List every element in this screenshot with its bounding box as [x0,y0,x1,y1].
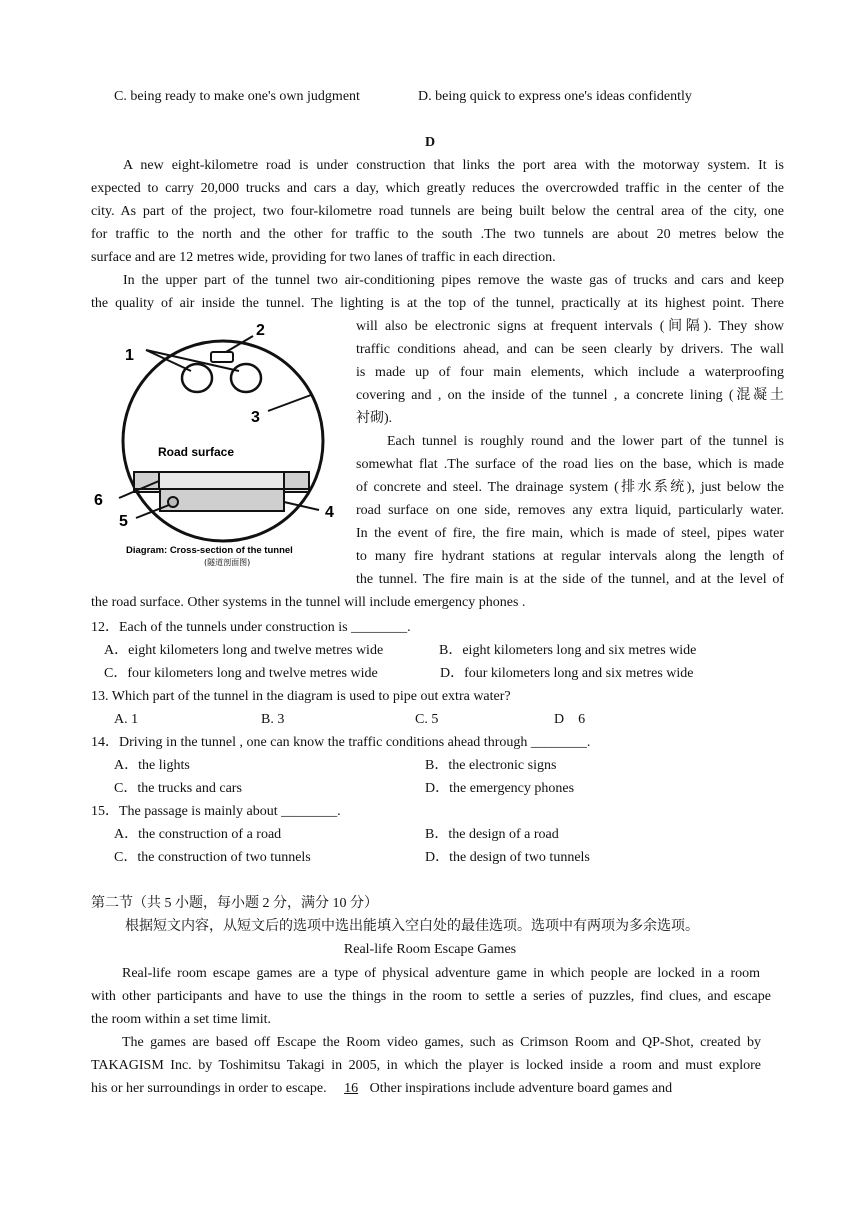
p3-line: the road surface. Other systems in the tunnel will include emergency phones . [91,595,526,610]
q15-stem: 15．The passage is mainly about ________. [91,804,341,819]
q12-option-b: B．eight kilometers long and six metres wide [439,643,697,658]
diagram-caption: Diagram: Cross-section of the tunnel [126,545,293,556]
p3-line: Each tunnel is roughly round and the lower part of the tunnel is [387,434,784,449]
blank-16: 16 [344,1081,359,1096]
q15-option-d: D．the design of two tunnels [425,850,590,865]
p3-line: the tunnel. The fire main is at the side of the tunnel, and at the level of [356,572,784,587]
q12-option-a: A．eight kilometers long and twelve metres wide [104,643,384,658]
passage-text: his or her surroundings in order to escape. [91,1081,327,1096]
passage-text: Other inspirations include adventure board games and [369,1081,673,1096]
p1-line: for traffic to the north and the other for traffic to the south .The two tunnels are about 20 metres below the [91,227,784,242]
section2-header: 第二节（共 5 小题，每小题 2 分，满分 10 分） [91,896,378,911]
passage-p2-last-line [91,1077,672,1100]
q13-option-b: B. 3 [261,712,285,727]
p1-line: A new eight-kilometre road is under construction that links the port area with the motorway system. It is [123,158,784,173]
passage-title: Real-life Room Escape Games [343,942,517,957]
p1-line: expected to carry 20,000 trucks and cars a day, which greatly reduces the overcrowded traffic in the center of the [91,181,784,196]
p2-line: In the upper part of the tunnel two air-conditioning pipes remove the waste gas of trucks and cars and keep [123,273,784,288]
q15-option-c: C．the construction of two tunnels [114,850,311,865]
q14-option-a: A．the lights [114,758,190,773]
tunnel-cross-section-diagram [91,315,351,575]
side-block-right [284,472,309,489]
q12-option-c: C．four kilometers long and twelve metres wide [104,666,378,681]
p1-line: surface and are 12 metres wide, providing for two lanes of traffic in each direction. [91,250,556,265]
label-2: 2 [256,322,265,339]
q14-option-d: D．the emergency phones [425,781,575,796]
drainage-pipe [168,497,178,507]
p3-line: somewhat flat .The surface of the road lies on the base, which is made [356,457,784,472]
p3-line: road surface on one side, removes any extra liquid, particularly water. [356,503,784,518]
label-3: 3 [251,409,260,426]
section-d-heading: D [424,135,436,150]
q12-option-d: D．four kilometers long and six metres wide [440,666,694,681]
p3-line: of concrete and steel. The drainage system (排水系统), just below the [356,480,784,495]
passage-p1-line: Real-life room escape games are a type of physical adventure game in which people are locked in a room [122,966,760,981]
p2-line: will also be electronic signs at frequent intervals (间隔). They show [356,319,784,334]
tunnel-light [211,352,233,362]
q12-stem: 12．Each of the tunnels under construction is ________. [91,620,411,635]
label-4: 4 [325,504,334,521]
label-1: 1 [125,347,134,364]
q14-option-b: B．the electronic signs [425,758,557,773]
q15-option-a: A．the construction of a road [114,827,282,842]
option-c: C. being ready to make one's own judgment [114,89,360,104]
p2-line: 衬砌). [356,411,393,426]
passage-p1-line: with other participants and have to use the things in the room to settle a series of puzzles, find clues, and escape [91,989,771,1004]
label-5: 5 [119,513,128,530]
road-surface-label: Road surface [158,445,235,459]
p2-line: traffic conditions ahead, and can be seen clearly by drivers. The wall [356,342,784,357]
p2-line: covering and , on the inside of the tunnel , a concrete lining (混凝土 [356,388,784,403]
p2-line: is made up of four main elements, which include a waterproofing [356,365,784,380]
label-6: 6 [94,492,103,509]
passage-p2-line: TAKAGISM Inc. by Toshimitsu Takagi in 2005, in which the player is locked inside a room and must explore [91,1058,761,1073]
p3-line: In the event of fire, the fire main, which is made of steel, pipes water [356,526,784,541]
q13-option-c: C. 5 [415,712,439,727]
air-pipe-right [231,364,261,392]
q13-option-d: D 6 [554,712,586,727]
passage-p2-line: The games are based off Escape the Room video games, such as Crimson Room and QP-Shot, created by [122,1035,761,1050]
q14-option-c: C．the trucks and cars [114,781,242,796]
p1-line: city. As part of the project, two four-kilometre road tunnels are being built below the central area of the city, one [91,204,784,219]
option-d: D. being quick to express one's ideas confidently [418,89,692,104]
p2-line: the quality of air inside the tunnel. The lighting is at the top of the tunnel, practically at its highest point. There [91,296,784,311]
q15-option-b: B．the design of a road [425,827,559,842]
diagram-caption-cn: (隧道剖面图) [204,558,251,567]
passage-p1-line: the room within a set time limit. [91,1012,272,1027]
q13-stem: 13. Which part of the tunnel in the diagram is used to pipe out extra water? [91,689,511,704]
q13-option-a: A. 1 [114,712,139,727]
q14-stem: 14．Driving in the tunnel , one can know the traffic conditions ahead through ________. [91,735,591,750]
p3-line: to many fire hydrant stations at regular intervals along the length of [356,549,784,564]
section2-instruction: 根据短文内容，从短文后的选项中选出能填入空白处的最佳选项。选项中有两项为多余选项。 [125,919,699,934]
